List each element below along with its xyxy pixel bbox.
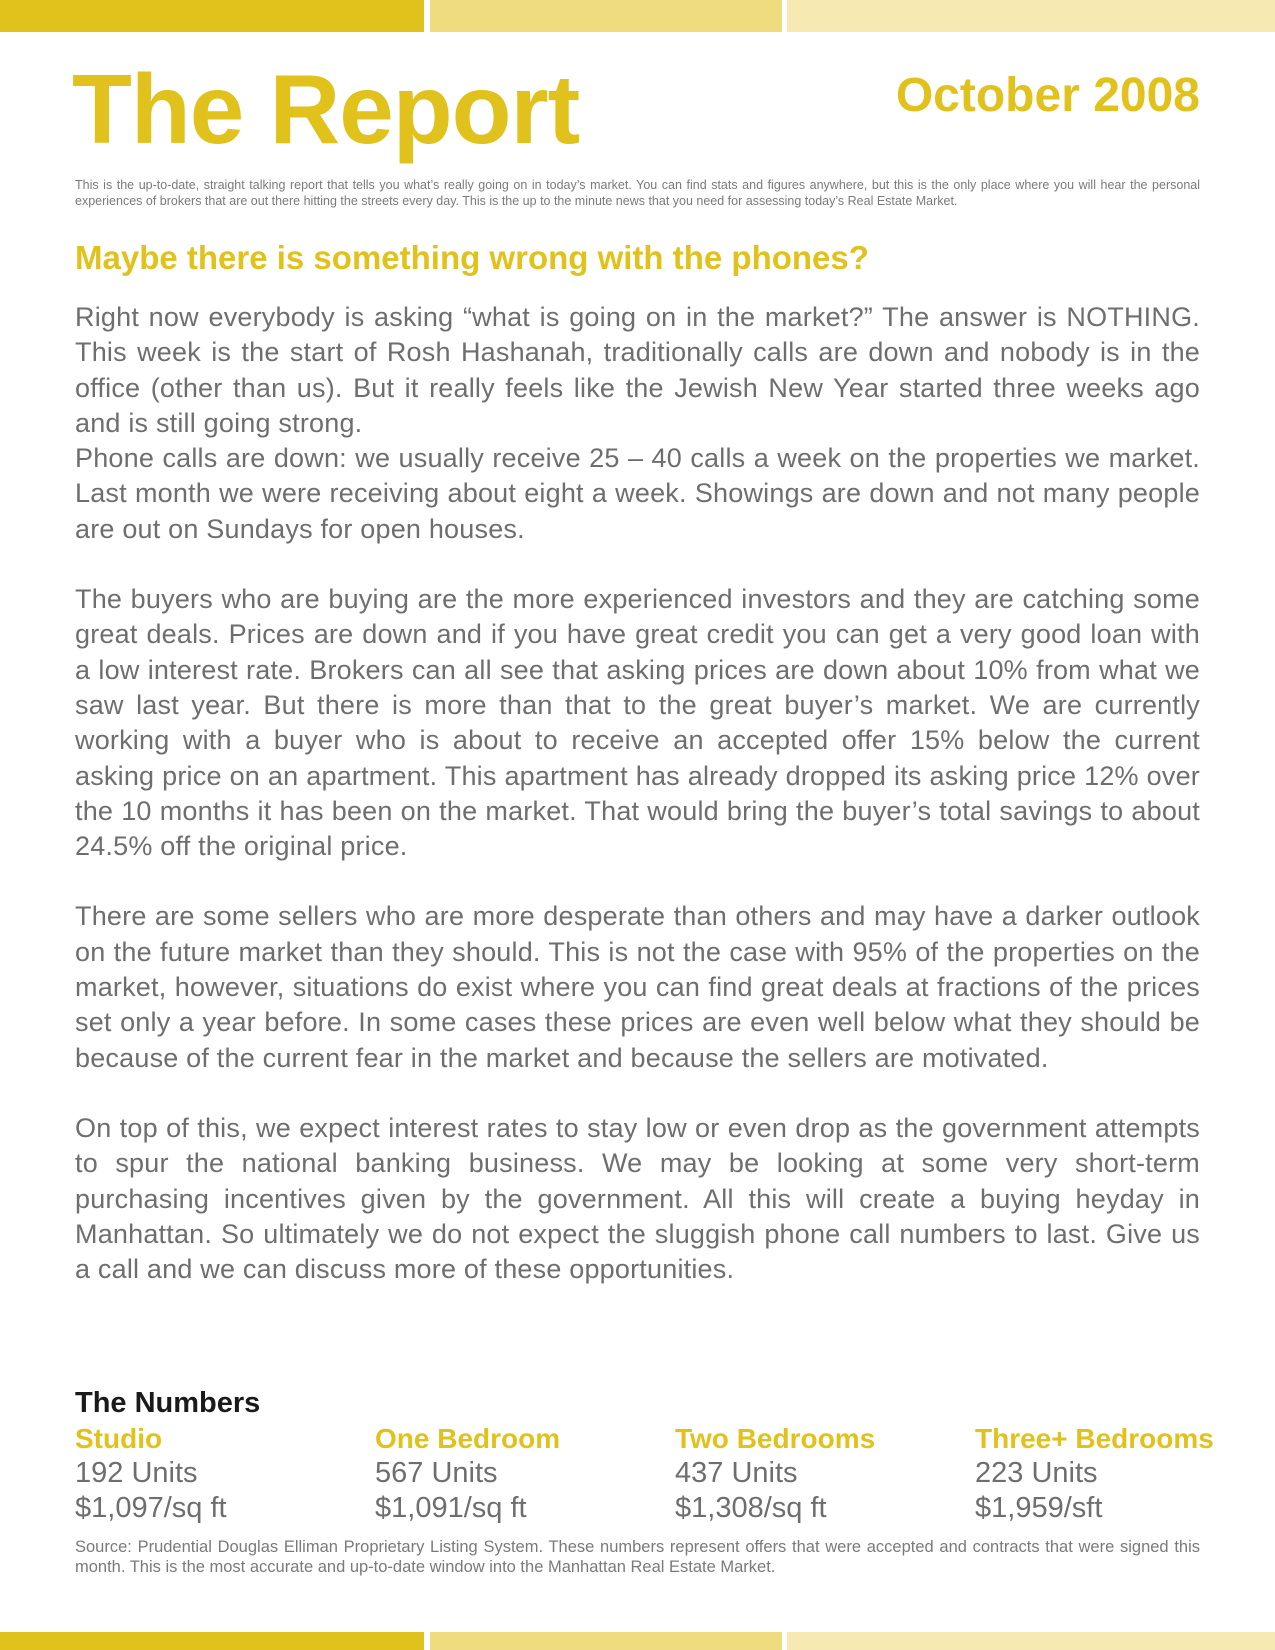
intro-text: This is the up-to-date, straight talking report that tells you what’s really going on in today’s market. You can find stats and figures anywhere, but this is the only place where you will hear the personal experiences of brokers that are out there hitting the streets every day. This is the up to the minute news that you need for assessing today’s Real Estate Market. — [75, 178, 1200, 208]
report-title: The Report — [72, 54, 580, 164]
column-price: $1,959/sft — [975, 1492, 1103, 1524]
numbers-column-one-bedroom — [375, 1422, 675, 1526]
bottom-color-bar-light — [787, 1632, 1275, 1650]
article-headline: Maybe there is something wrong with the phones? — [75, 239, 869, 276]
numbers-column-two-bedrooms — [675, 1422, 975, 1526]
article-paragraph: On top of this, we expect interest rates to stay low or even drop as the government attempts to spur the national banking business. We may be looking at some very short-term purchasing incentives given by the government. All this will create a buying heyday in Manhattan. So ultimately we do not expect the sluggish phone call numbers to last. Give us a call and we can discuss more of these opportunities. — [75, 1112, 1200, 1285]
article-paragraph: There are some sellers who are more desperate than others and may have a darker outlook on the future market than they should. This is not the case with 95% of the properties on the market, however, situations do exist where you can find great deals at fractions of the prices set only a year before. In some cases these prices are even well below what they should be because of the current fear in the market and because the sellers are motivated. — [75, 901, 1200, 1073]
column-name: One Bedroom — [375, 1423, 561, 1454]
source-note: Source: Prudential Douglas Elliman Proprietary Listing System. These numbers represent offers that were accepted and contracts that were signed this month. This is the most accurate and up-to-date window into the Manhattan Real Estate Market. — [75, 1538, 1200, 1576]
numbers-section — [75, 1386, 1214, 1526]
report-date: October 2008 — [895, 69, 1200, 122]
article-paragraph: Phone calls are down: we usually receive 25 – 40 calls a week on the properties we market. Last month we were receiving about eight a week. Showings are down and not many people are out on Sundays for open houses. — [75, 443, 1200, 544]
column-price: $1,091/sq ft — [375, 1492, 527, 1524]
column-units: 223 Units — [975, 1457, 1098, 1489]
column-name: Two Bedrooms — [675, 1423, 876, 1454]
column-name: Three+ Bedrooms — [975, 1423, 1214, 1454]
column-units: 437 Units — [675, 1457, 798, 1489]
column-units: 192 Units — [75, 1457, 198, 1489]
bottom-color-bar-dark — [0, 1632, 424, 1650]
column-price: $1,097/sq ft — [75, 1492, 227, 1524]
numbers-columns — [75, 1422, 1214, 1526]
column-units: 567 Units — [375, 1457, 498, 1489]
article-paragraph: The buyers who are buying are the more experienced investors and they are catching some great deals. Prices are down and if you have great credit you can get a very good loan with a low interest rate. Brokers can all see that asking prices are down about 10% from what we saw last year. But there is more than that to the great buyer’s market. We are currently working with a buyer who is about to receive an accepted offer 15% below the current asking price on an apartment. This apartment has already dropped its asking price 12% over the 10 months it has been on the market. That would bring the buyer’s total savings to about 24.5% off the original price. — [75, 584, 1200, 862]
bottom-color-bar-mid — [430, 1632, 782, 1650]
numbers-title: The Numbers — [75, 1387, 261, 1419]
top-color-bar-light — [787, 0, 1275, 32]
numbers-column-three-plus-bedrooms — [975, 1422, 1214, 1526]
column-name: Studio — [75, 1423, 163, 1454]
top-color-bar-mid — [430, 0, 782, 32]
article-body — [75, 300, 1200, 1322]
column-price: $1,308/sq ft — [675, 1492, 827, 1524]
top-color-bar-dark — [0, 0, 424, 32]
numbers-column-studio — [75, 1422, 375, 1526]
article-paragraph: Right now everybody is asking “what is going on in the market?” The answer is NOTHING. This week is the start of Rosh Hashanah, traditionally calls are down and nobody is in the office (other than us). But it really feels like the Jewish New Year started three weeks ago and is still going strong. — [75, 302, 1200, 438]
